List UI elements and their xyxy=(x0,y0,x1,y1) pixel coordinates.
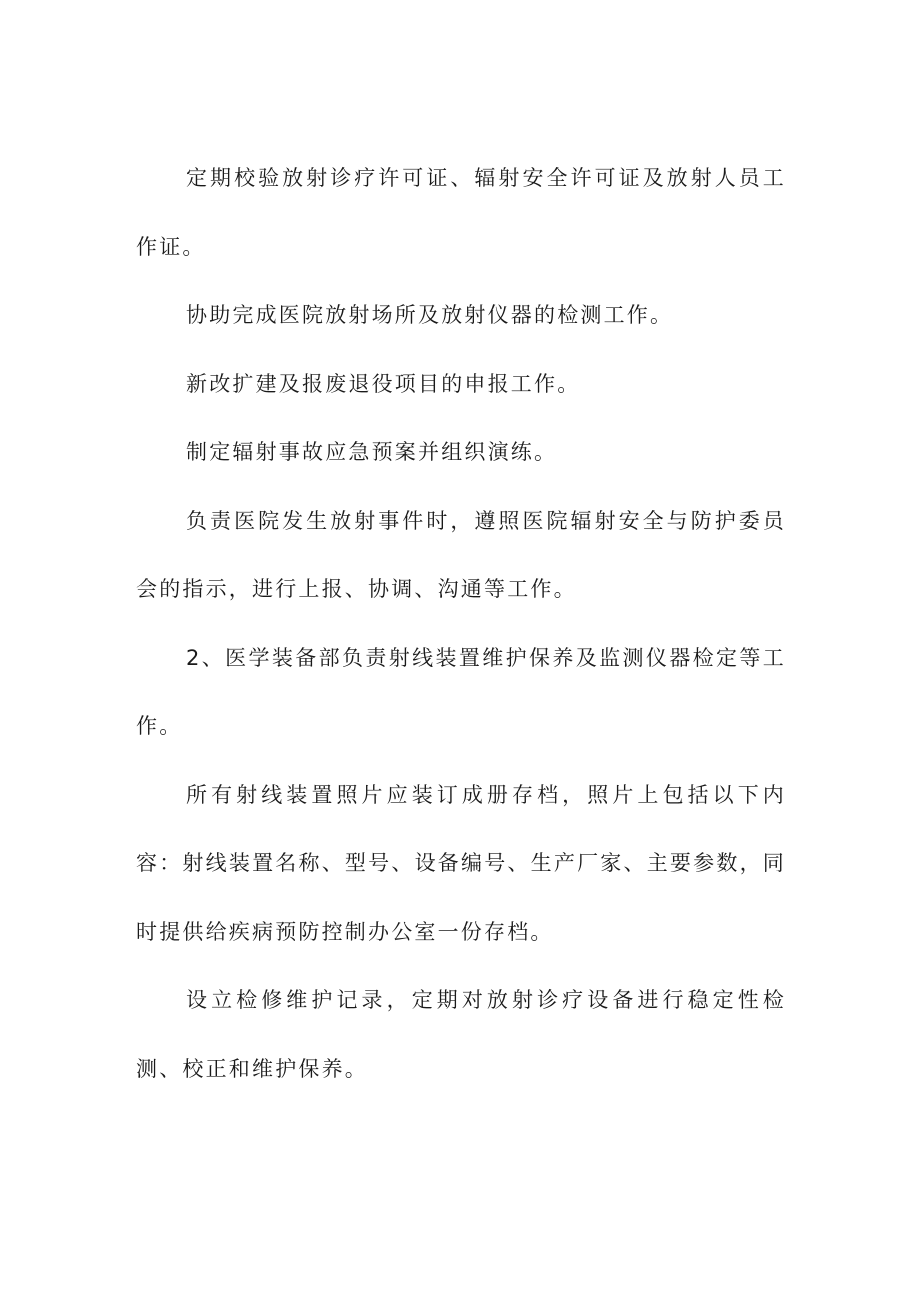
paragraph-maintenance-records: 设立检修维护记录，定期对放射诊疗设备进行稳定性检测、校正和维护保养。 xyxy=(136,988,786,1081)
paragraph-license-verification: 定期校验放射诊疗许可证、辐射安全许可证及放射人员工作证。 xyxy=(136,166,786,259)
paragraph-project-declaration: 新改扩建及报废退役项目的申报工作。 xyxy=(186,371,581,396)
paragraph-device-photos: 所有射线装置照片应装订成册存档，照片上包括以下内容：射线装置名称、型号、设备编号、生产厂家、主要参数，同时提供给疾病预防控制办公室一份存档。 xyxy=(136,782,786,944)
paragraph-emergency-plan: 制定辐射事故应急预案并组织演练。 xyxy=(186,440,558,464)
paragraph-incident-reporting: 负责医院发生放射事件时，遵照医院辐射安全与防护委员会的指示，进行上报、协调、沟通等工作。 xyxy=(136,508,786,601)
paragraph-equipment-department: 2、医学装备部负责射线装置维护保养及监测仪器检定等工作。 xyxy=(136,645,786,738)
paragraph-inspection-assistance: 协助完成医院放射场所及放射仪器的检测工作。 xyxy=(186,303,674,327)
document-body xyxy=(136,144,786,1103)
